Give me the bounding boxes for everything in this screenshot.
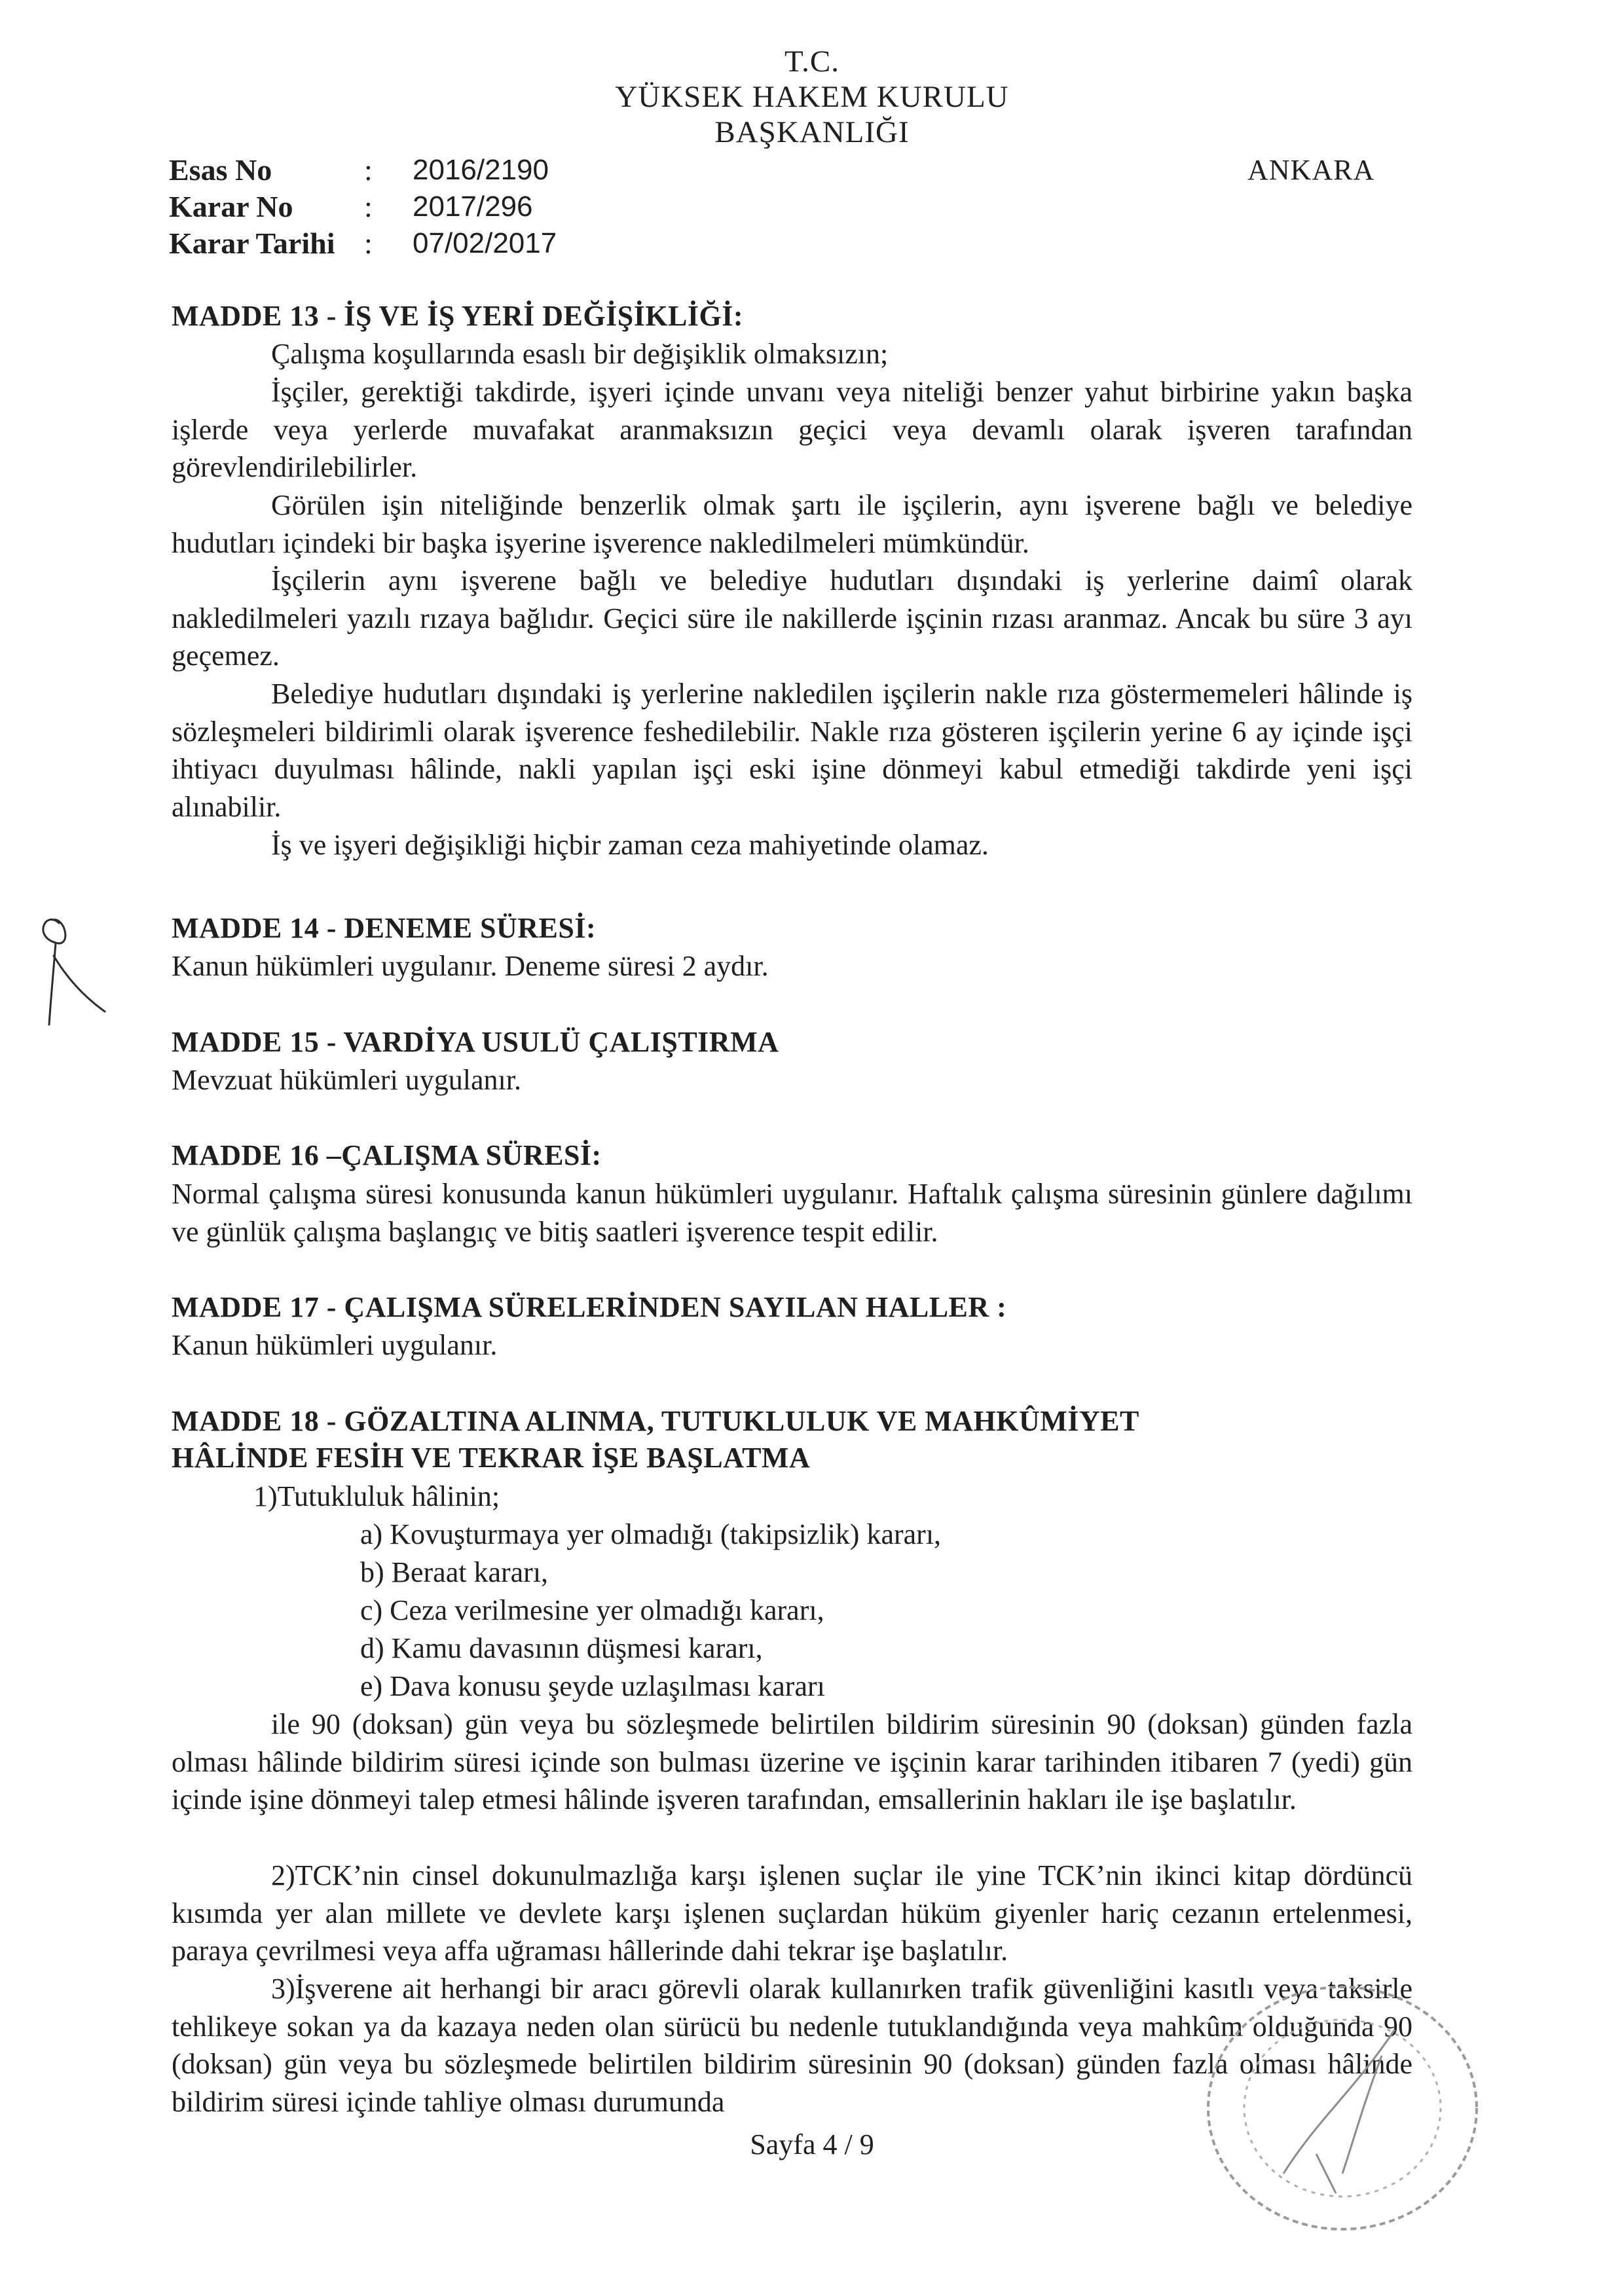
- article-13-p4: İşçilerin aynı işverene bağlı ve belediye hudutları dışındaki iş yerlerine daimî olarak nakledilmeleri yazılı rızaya bağlıdır. Geçici süre ile nakillerde işçinin rızası aranmaz. Ancak bu süre 3 ayı geçemez.: [172, 564, 1412, 672]
- official-stamp: [1185, 1958, 1493, 2246]
- article-18-title-line1: MADDE 18 - GÖZALTINA ALINMA, TUTUKLULUK VE MAHKÛMİYET: [172, 1405, 1139, 1437]
- article-18-item-a: a) Kovuşturmaya yer olmadığı (takipsizlik) kararı,: [360, 1518, 942, 1550]
- article-15-title: MADDE 15 - VARDİYA USULÜ ÇALIŞTIRMA: [172, 1026, 779, 1058]
- meta-value: 2016/2190: [413, 154, 549, 186]
- article-13-p6: İş ve işyeri değişikliği hiçbir zaman ceza mahiyetinde olamaz.: [271, 829, 989, 861]
- meta-label: Karar Tarihi: [169, 227, 335, 260]
- meta-value: 07/02/2017: [413, 227, 557, 259]
- meta-colon: :: [364, 153, 373, 187]
- article-13-title: MADDE 13 - İŞ VE İŞ YERİ DEĞİŞİKLİĞİ:: [172, 300, 744, 332]
- header-institution: YÜKSEK HAKEM KURULU: [615, 80, 1009, 114]
- article-14-p1: Kanun hükümleri uygulanır. Deneme süresi 2 aydır.: [172, 950, 769, 982]
- meta-label: Esas No: [169, 153, 272, 187]
- article-17-p1: Kanun hükümleri uygulanır.: [172, 1329, 498, 1361]
- page-number: Sayfa 4 / 9: [750, 2128, 874, 2160]
- article-13-p2: İşçiler, gerektiği takdirde, işyeri içinde unvanı veya niteliği benzer yahut birbirine yakın başka işlerde veya yerlerde muvafakat aranmaksızın geçici veya devamlı olarak işveren tarafından görevlendirilebilirler.: [172, 376, 1412, 483]
- signature-mark: [20, 897, 138, 1041]
- article-18-p2: 2)TCK’nin cinsel dokunulmazlığa karşı işlenen suçlar ile yine TCK’nin ikinci kitap dördüncü kısımda yer alan millete ve devlete karşı işlenen suçlardan hüküm giyenler hariç cezanın ertelenmesi, paraya çevrilmesi veya affa uğraması hâllerinde dahi tekrar işe başlatılır.: [172, 1859, 1412, 1967]
- meta-label: Karar No: [169, 190, 293, 223]
- article-13-p1: Çalışma koşullarında esaslı bir değişiklik olmaksızın;: [271, 338, 889, 370]
- article-18-title-line2: HÂLİNDE FESİH VE TEKRAR İŞE BAŞLATMA: [172, 1442, 811, 1474]
- article-16-p1: Normal çalışma süresi konusunda kanun hükümleri uygulanır. Haftalık çalışma süresinin günlere dağılımı ve günlük çalışma başlangıç ve bitiş saatleri işverence tespit edilir.: [172, 1178, 1412, 1248]
- article-14-title: MADDE 14 - DENEME SÜRESİ:: [172, 912, 597, 944]
- header-tc: T.C.: [784, 45, 840, 79]
- article-16-title: MADDE 16 –ÇALIŞMA SÜRESİ:: [172, 1139, 602, 1171]
- header-city: ANKARA: [1247, 154, 1375, 186]
- article-15-p1: Mevzuat hükümleri uygulanır.: [172, 1064, 521, 1096]
- article-18-item-d: d) Kamu davasının düşmesi kararı,: [360, 1632, 763, 1664]
- article-17-title: MADDE 17 - ÇALIŞMA SÜRELERİNDEN SAYILAN HALLER :: [172, 1291, 1007, 1323]
- meta-colon: :: [364, 227, 373, 260]
- article-18-item-c: c) Ceza verilmesine yer olmadığı kararı,: [360, 1594, 824, 1626]
- header-presidency: BAŞKANLIĞI: [714, 115, 910, 149]
- article-18-p1: ile 90 (doksan) gün veya bu sözleşmede belirtilen bildirim süresinin 90 (doksan) günden fazla olması hâlinde bildirim süresi içinde son bulması üzerine ve işçinin karar tarihinden itibaren 7 (yedi) gün içinde işine dönmeyi talep etmesi hâlinde işveren tarafından, emsallerinin hakları ile işe başlatılır.: [172, 1708, 1412, 1815]
- article-13-p3: Görülen işin niteliğinde benzerlik olmak şartı ile işçilerin, aynı işverene bağlı ve belediye hudutları içindeki bir başka işyerine işverence nakledilmeleri mümkündür.: [172, 489, 1412, 559]
- article-13-p5: Belediye hudutları dışındaki iş yerlerine nakledilen işçilerin nakle rıza göstermemeleri hâlinde iş sözleşmeleri bildirimli olarak işverence feshedilebilir. Nakle rıza gösteren işçilerin yerine 6 ay içinde işçi ihtiyacı duyulması hâlinde, nakli yapılan işçi eski işine dönmeyi kabul etmediği takdirde yeni işçi alınabilir.: [172, 678, 1412, 823]
- meta-colon: :: [364, 190, 373, 223]
- article-18-item-e: e) Dava konusu şeyde uzlaşılması kararı: [360, 1670, 825, 1702]
- article-18-p3: 3)İşverene ait herhangi bir aracı görevli olarak kullanırken trafik güvenliğini kasıtlı veya taksirle tehlikeye sokan ya da kazaya neden olan sürücü bu nedenle tutuklandığında veya mahkûm olduğunda 90 (doksan) gün veya bu sözleşmede belirtilen bildirim süresinin 90 (doksan) günden fazla olması hâlinde bildirim süresi içinde tahliye olması durumunda: [172, 1973, 1412, 2118]
- article-18-item-b: b) Beraat kararı,: [360, 1556, 549, 1588]
- article-18-s1: 1)Tutukluluk hâlinin;: [253, 1480, 500, 1512]
- meta-value: 2017/296: [413, 191, 533, 223]
